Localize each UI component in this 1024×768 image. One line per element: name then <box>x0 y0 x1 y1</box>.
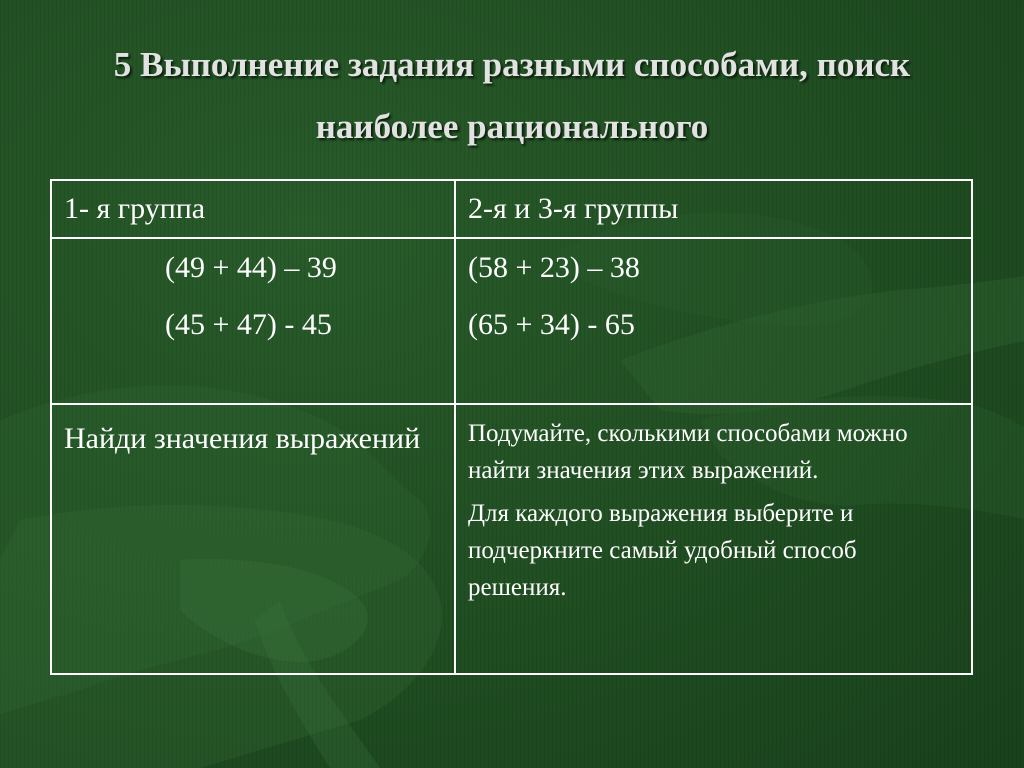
group23-task-cell <box>455 404 972 674</box>
task-table <box>50 179 973 675</box>
group1-task: Найди значения выражений <box>51 404 455 674</box>
header-group23: 2-я и 3-я группы <box>455 180 972 238</box>
group23-task-paragraph-1: Подумайте, сколькими способами можно найти значения этих выражений. <box>468 420 908 484</box>
tasks-row <box>51 404 972 674</box>
expression-4: (65 + 34) - 65 <box>468 308 635 341</box>
table-header-row <box>51 180 972 238</box>
group1-expressions-cell <box>51 238 455 404</box>
header-group1: 1- я группа <box>51 180 455 238</box>
group23-expressions-cell <box>455 238 972 404</box>
expression-2: (45 + 47) - 45 <box>165 308 332 341</box>
slide-title: 5 Выполнение задания разными способами, поиск наиболее рационального <box>113 45 911 146</box>
expression-1: (49 + 44) – 39 <box>165 251 337 284</box>
expressions-row <box>51 238 972 404</box>
expression-3: (58 + 23) – 38 <box>468 251 640 284</box>
group23-task-paragraph-2: Для каждого выражения выберите и подчеркните самый удобный способ решения. <box>468 500 857 601</box>
